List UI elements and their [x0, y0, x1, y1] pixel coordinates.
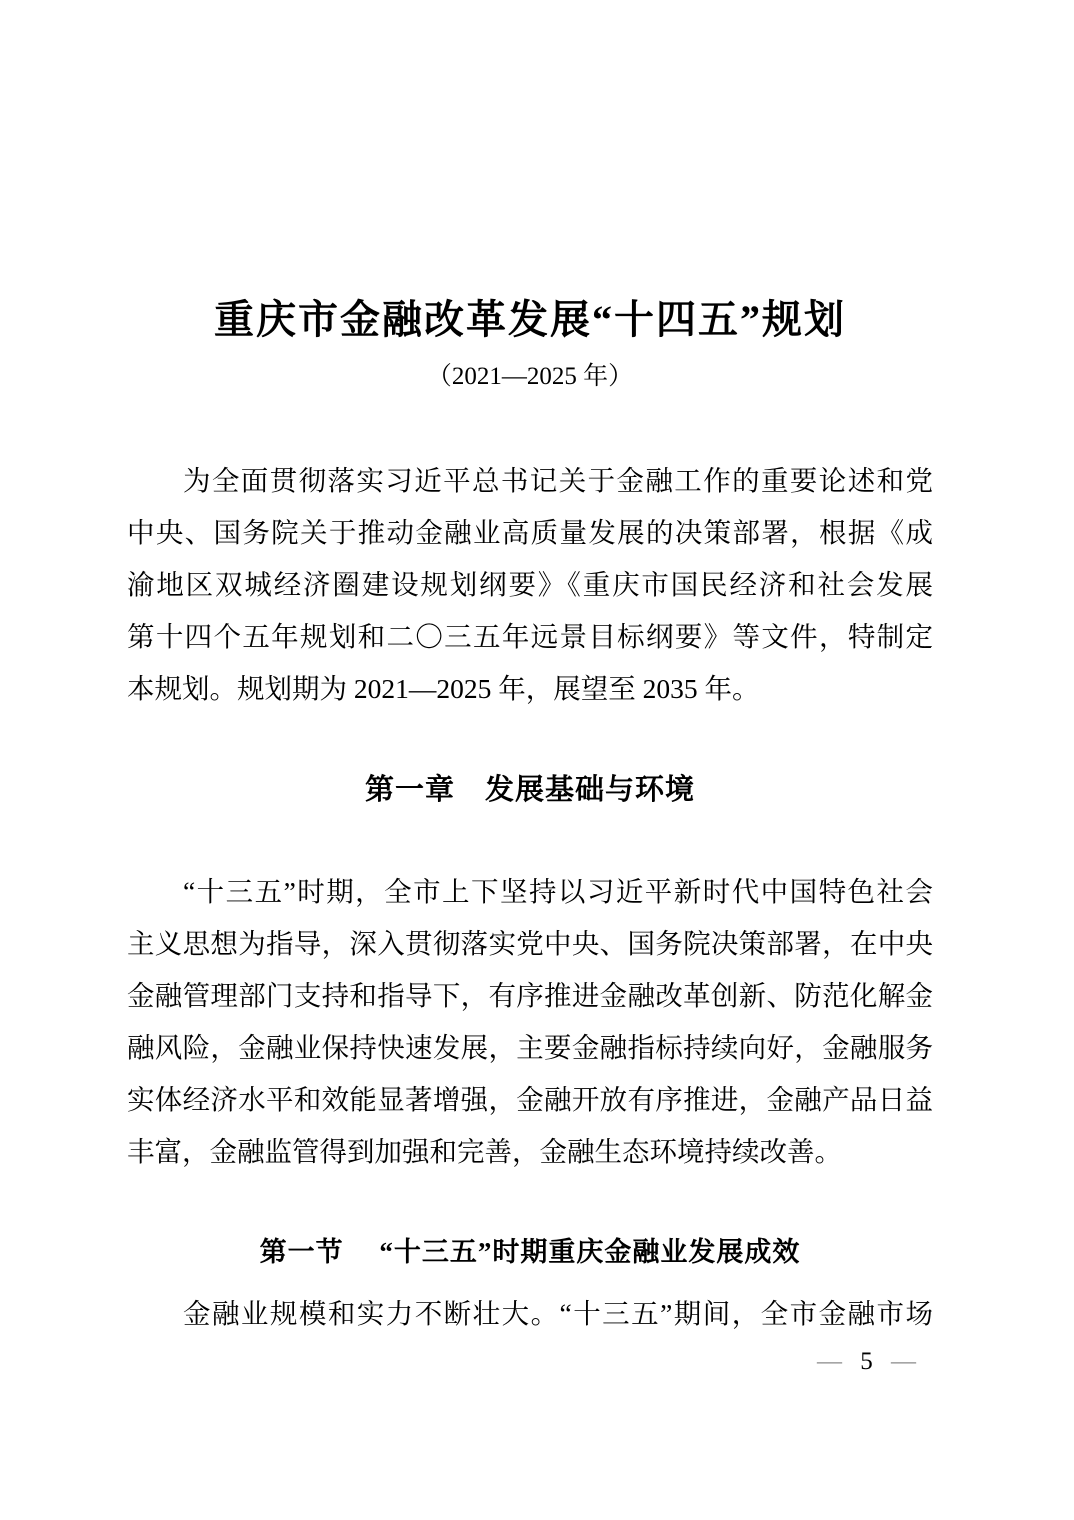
chapter-heading: 第一章 发展基础与环境	[364, 774, 695, 806]
text-line: “十三五”时期，全市上下坚持以习近平新时代中国特色社会	[183, 876, 933, 907]
text-line: 中央、国务院关于推动金融业高质量发展的决策部署，根据《成	[127, 517, 933, 548]
text-line: 为全面贯彻落实习近平总书记关于金融工作的重要论述和党	[183, 465, 933, 496]
paragraph-preamble	[127, 455, 933, 715]
page-number-dash-right: —	[891, 1348, 917, 1375]
text-line: 第十四个五年规划和二〇三五年远景目标纲要》等文件，特制定	[127, 621, 933, 652]
page-number-value: 5	[860, 1348, 874, 1375]
document-title: 重庆市金融改革发展“十四五”规划	[214, 297, 846, 342]
page-number	[807, 1342, 927, 1382]
paragraph-section-body	[127, 1288, 933, 1340]
text-line: 本规划。规划期为 2021—2025 年，展望至 2035 年。	[127, 673, 760, 704]
title-block	[127, 292, 933, 394]
text-line: 实体经济水平和效能显著增强，金融开放有序推进，金融产品日益	[127, 1084, 933, 1115]
document-subtitle: （2021—2025 年）	[426, 363, 634, 390]
paragraph-chapter-intro	[127, 866, 933, 1178]
section-heading: 第一节 “十三五”时期重庆金融业发展成效	[259, 1237, 801, 1267]
text-line: 丰富，金融监管得到加强和完善，金融生态环境持续改善。	[127, 1136, 842, 1167]
text-line: 主义思想为指导，深入贯彻落实党中央、国务院决策部署，在中央	[127, 928, 933, 959]
text-line: 融风险，金融业保持快速发展，主要金融指标持续向好，金融服务	[127, 1032, 933, 1063]
page-number-dash-left: —	[817, 1348, 843, 1375]
text-line: 金融管理部门支持和指导下，有序推进金融改革创新、防范化解金	[127, 980, 933, 1011]
text-line: 渝地区双城经济圈建设规划纲要》《重庆市国民经济和社会发展	[127, 569, 933, 600]
text-line: 金融业规模和实力不断壮大。“十三五”期间，全市金融市场	[183, 1298, 933, 1329]
